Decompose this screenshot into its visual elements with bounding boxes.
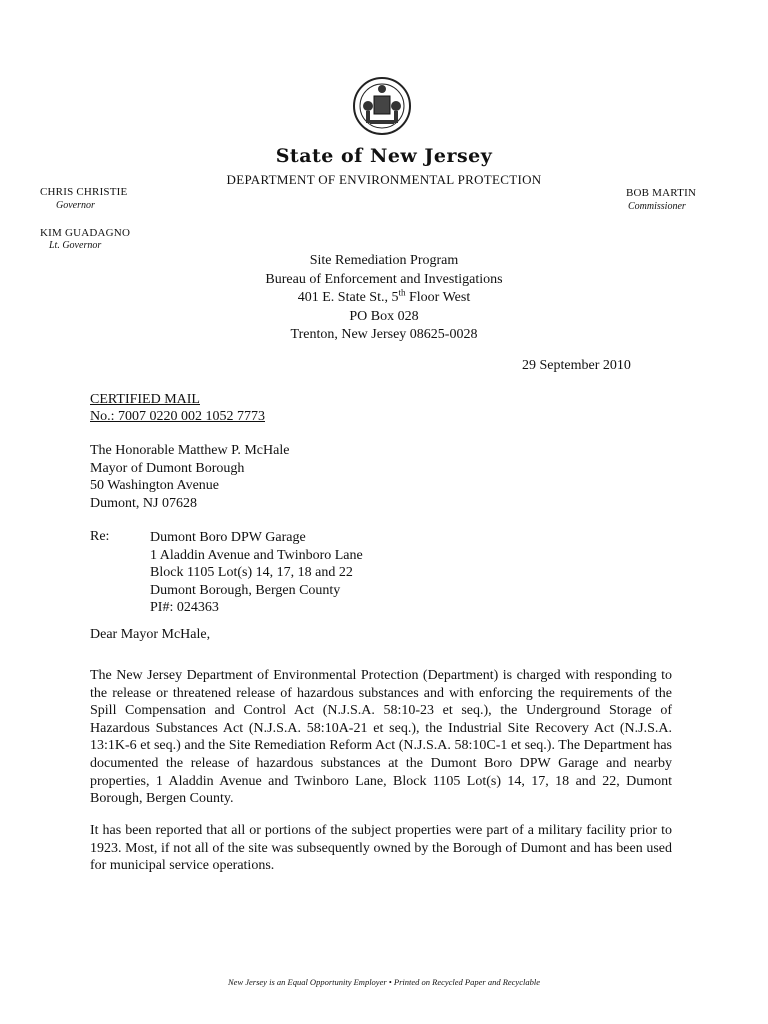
- recipient-name: The Honorable Matthew P. McHale: [90, 443, 290, 458]
- re-block: [150, 529, 363, 617]
- salutation: Dear Mayor McHale,: [90, 627, 211, 642]
- bureau-name: Bureau of Enforcement and Investigations: [265, 271, 503, 287]
- re-pi-number: PI#: 024363: [150, 600, 219, 615]
- department-name: DEPARTMENT OF ENVIRONMENTAL PROTECTION: [226, 172, 542, 187]
- recipient-title: Mayor of Dumont Borough: [90, 460, 245, 476]
- certified-mail-label: CERTIFIED MAIL: [90, 392, 200, 407]
- city-state-zip: Trenton, New Jersey 08625-0028: [290, 327, 478, 342]
- commissioner-name: BOB MARTIN: [626, 187, 697, 199]
- re-municipality: Dumont Borough, Bergen County: [150, 582, 341, 598]
- re-site-name: Dumont Boro DPW Garage: [150, 530, 306, 545]
- re-label: Re:: [90, 529, 110, 544]
- footer-note: New Jersey is an Equal Opportunity Employer • Printed on Recycled Paper and Recyclable: [228, 977, 540, 987]
- governor-name: CHRIS CHRISTIE: [40, 186, 128, 198]
- state-title: State of New Jersey: [275, 145, 493, 167]
- commissioner-title: Commissioner: [628, 201, 686, 212]
- certified-mail: [90, 391, 265, 425]
- recipient-address: [90, 442, 289, 512]
- recipient-city: Dumont, NJ 07628: [90, 495, 197, 511]
- program-name: Site Remediation Program: [309, 253, 459, 268]
- po-box: PO Box 028: [349, 308, 419, 324]
- lt-governor-name: KIM GUADAGNO: [40, 227, 131, 239]
- certified-mail-number: No.: 7007 0220 002 1052 7773: [90, 409, 265, 424]
- program-address: [0, 252, 768, 345]
- re-site-address: 1 Aladdin Avenue and Twinboro Lane: [150, 547, 363, 563]
- body-paragraph-2: It has been reported that all or portions of the subject properties were part of a military facility prior to 1923. Most, if not all of the site was subsequently owned by the Borough of Dumont and has been used for municipal service operations.: [90, 823, 672, 874]
- body-paragraph-1: The New Jersey Department of Environmental Protection (Department) is charged with responding to the release or threatened release of hazardous substances and with enforcing the requirements of the Spill Compensation and Control Act (N.J.S.A. 58:10-23 et seq.), the Underground Storage of Hazardous Substances Act (N.J.S.A. 58:10A-21 et seq.), the Industrial Site Recovery Act (N.J.S.A. 13:1K-6 et seq.) and the Site Remediation Reform Act (N.J.S.A. 58:10C-1 et seq.). The Department has documented the release of hazardous substances at the Dumont Boro DPW Garage and nearby properties, 1 Aladdin Avenue and Twinboro Lane, Block 1105 Lot(s) 14, 17, 18 and 22, Dumont Borough, Bergen County.: [90, 668, 672, 807]
- lt-governor-title: Lt. Governor: [49, 240, 102, 251]
- re-block-lots: Block 1105 Lot(s) 14, 17, 18 and 22: [150, 565, 353, 580]
- governor-title: Governor: [56, 200, 95, 211]
- letter-date: 29 September 2010: [522, 358, 631, 373]
- floor-ordinal: th: [398, 287, 406, 298]
- street-address: [0, 289, 768, 308]
- state-seal-icon: [352, 76, 412, 136]
- floor-text: Floor West: [405, 290, 471, 305]
- recipient-street: 50 Washington Avenue: [90, 478, 220, 493]
- street-address-text: 401 E. State St., 5: [297, 290, 399, 305]
